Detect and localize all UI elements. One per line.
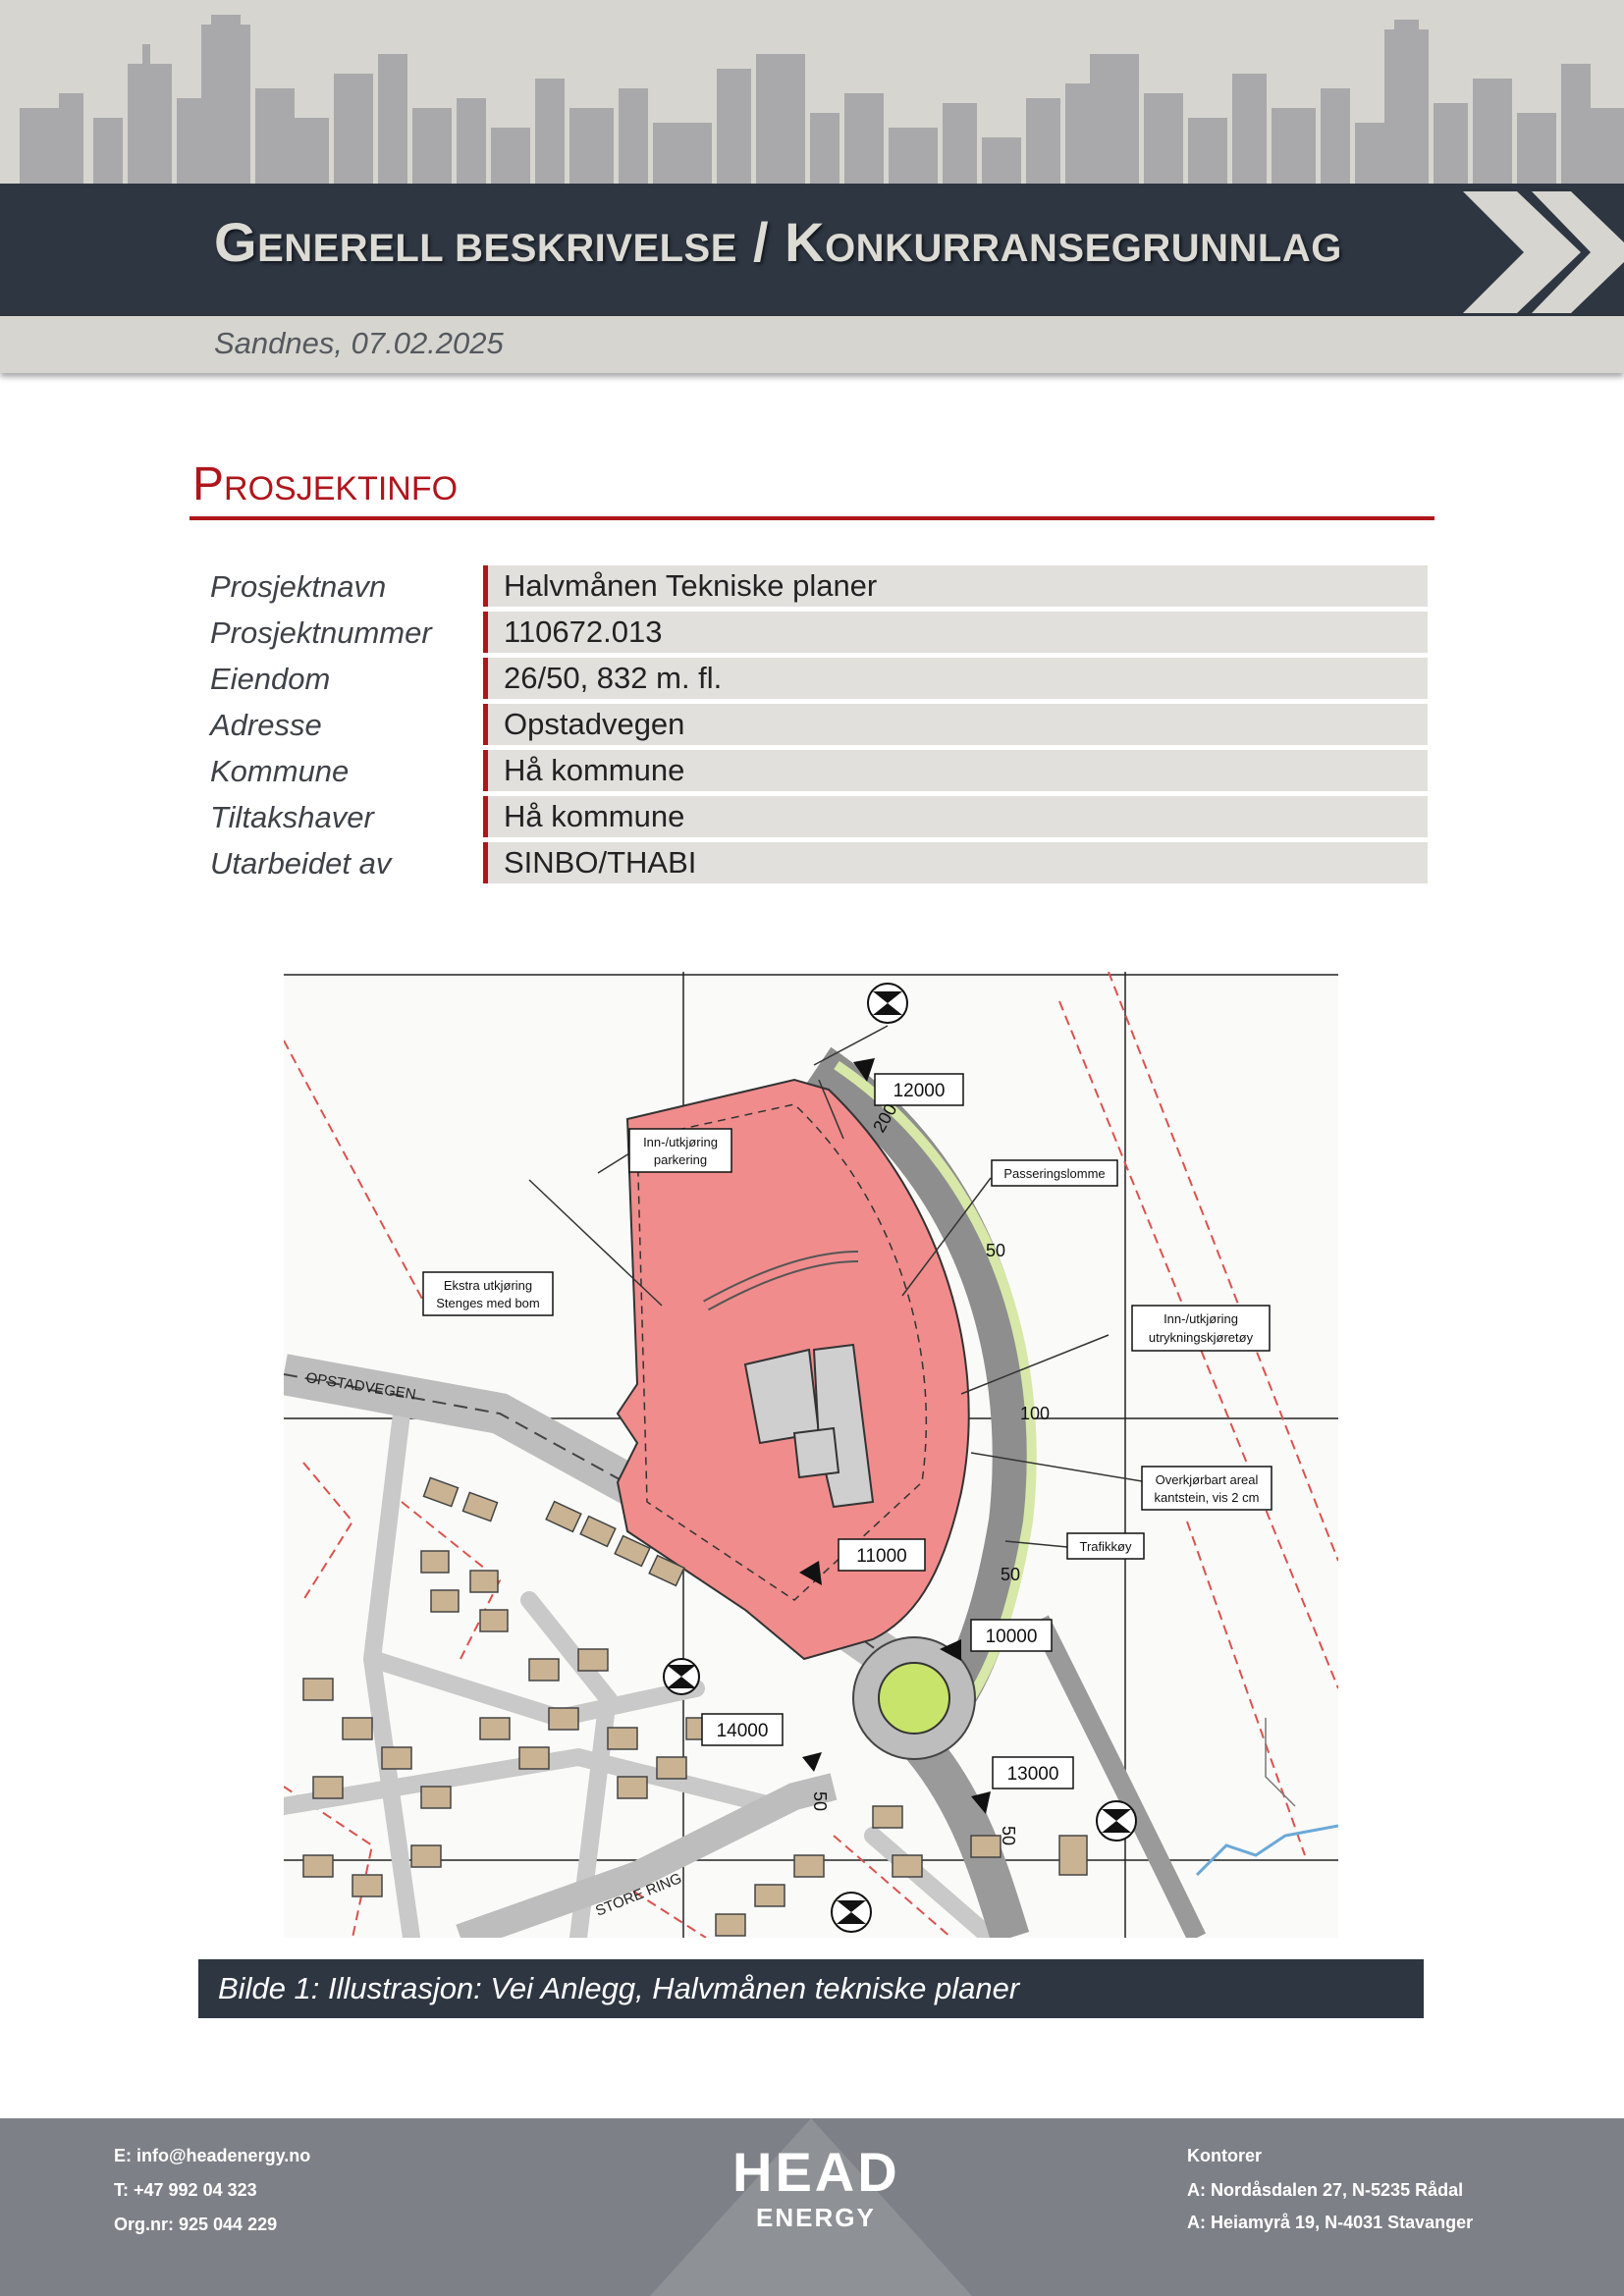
info-label: Eiendom: [210, 662, 331, 696]
info-label: Prosjektnavn: [210, 569, 387, 604]
header-skyline: [0, 0, 1624, 187]
info-label: Adresse: [210, 708, 322, 742]
road-label-store-ring: STORE RING: [593, 1870, 684, 1920]
footer-office-2: A: Heiamyrå 19, N-4031 Stavanger: [1187, 2213, 1474, 2232]
map-label-12000: 12000: [893, 1081, 946, 1101]
chevron-arrows-icon: [1463, 191, 1624, 314]
map-label-10000: 10000: [985, 1627, 1038, 1647]
info-row-utarbeidet-av: [210, 842, 1428, 888]
info-row-prosjektnavn: [210, 565, 1428, 612]
info-value: 110672.013: [483, 612, 1428, 653]
station-label-200: 200: [869, 1099, 901, 1136]
info-row-kommune: [210, 750, 1428, 796]
info-value: Opstadvegen: [483, 704, 1428, 745]
document-title: [214, 210, 1342, 274]
info-row-adresse: [210, 704, 1428, 750]
map-label-11000: 11000: [856, 1546, 907, 1567]
footer-offices-title: Kontorer: [1187, 2146, 1262, 2165]
section-title: [192, 457, 458, 511]
info-value: SINBO/THABI: [483, 842, 1428, 883]
station-label-50b: 50: [1001, 1565, 1021, 1584]
info-value: Hå kommune: [483, 750, 1428, 791]
project-info-table: [210, 565, 1428, 888]
info-value: Halvmånen Tekniske planer: [483, 565, 1428, 607]
info-label: Utarbeidet av: [210, 846, 392, 881]
info-value: Hå kommune: [483, 796, 1428, 837]
footer-orgnr: Org.nr: 925 044 229: [114, 2215, 278, 2234]
section-divider: [189, 516, 1435, 520]
callout-ekstra-line2: Stenges med bom: [436, 1296, 540, 1310]
figure-caption: Bilde 1: Illustrasjon: Vei Anlegg, Halvmånen tekniske planer: [218, 1971, 1020, 2005]
footer-email: E: info@headenergy.no: [114, 2146, 311, 2165]
section-title-initial: P: [192, 458, 225, 510]
footer-office-1: A: Nordåsdalen 27, N-5235 Rådal: [1187, 2180, 1464, 2200]
info-row-prosjektnummer: [210, 612, 1428, 658]
callout-utrykning-line2: utrykningskjøretøy: [1148, 1330, 1254, 1345]
title-part1-initial: G: [214, 211, 258, 273]
title-part2-initial: K: [785, 211, 826, 273]
logo-energy-text: ENERGY: [756, 2203, 876, 2232]
callout-trafikkoy: Trafikkøy: [1079, 1539, 1132, 1554]
info-label: Prosjektnummer: [210, 615, 432, 650]
info-label: Tiltakshaver: [210, 800, 374, 834]
footer-phone: T: +47 992 04 323: [114, 2180, 257, 2200]
title-separator: /: [736, 211, 785, 273]
callout-utrykning-line1: Inn-/utkjøring: [1164, 1311, 1238, 1326]
station-label-100: 100: [1020, 1404, 1051, 1423]
callout-parkering-line1: Inn-/utkjøring: [643, 1135, 718, 1149]
info-label: Kommune: [210, 754, 350, 788]
callout-passeringslomme: Passeringslomme: [1003, 1166, 1106, 1181]
callout-ekstra-line1: Ekstra utkjøring: [443, 1278, 533, 1293]
station-label-50d: 50: [810, 1791, 830, 1812]
title-part2: ONKURRANSEGRUNNLAG: [825, 227, 1342, 270]
road-label-opstadvegen: OPSTADVEGEN: [304, 1369, 417, 1404]
map-label-13000: 13000: [1006, 1764, 1059, 1785]
callout-overkjorbart-line2: kantstein, vis 2 cm: [1154, 1490, 1260, 1505]
callout-overkjorbart-line1: Overkjørbart areal: [1155, 1472, 1259, 1487]
station-label-50a: 50: [986, 1241, 1006, 1260]
map-label-14000: 14000: [716, 1721, 769, 1741]
info-row-tiltakshaver: [210, 796, 1428, 842]
callout-parkering-line2: parkering: [653, 1152, 708, 1167]
logo-head-text: HEAD: [732, 2141, 900, 2203]
site-plan-illustration: [284, 972, 1338, 1938]
info-row-eiendom: [210, 658, 1428, 704]
document-date: Sandnes, 07.02.2025: [214, 326, 504, 360]
skyline-illustration: [0, 0, 1624, 187]
station-label-50c: 50: [999, 1826, 1018, 1846]
info-value: 26/50, 832 m. fl.: [483, 658, 1428, 699]
section-title-rest: ROSJEKTINFO: [224, 470, 459, 507]
title-part1: ENERELL BESKRIVELSE: [257, 227, 737, 270]
